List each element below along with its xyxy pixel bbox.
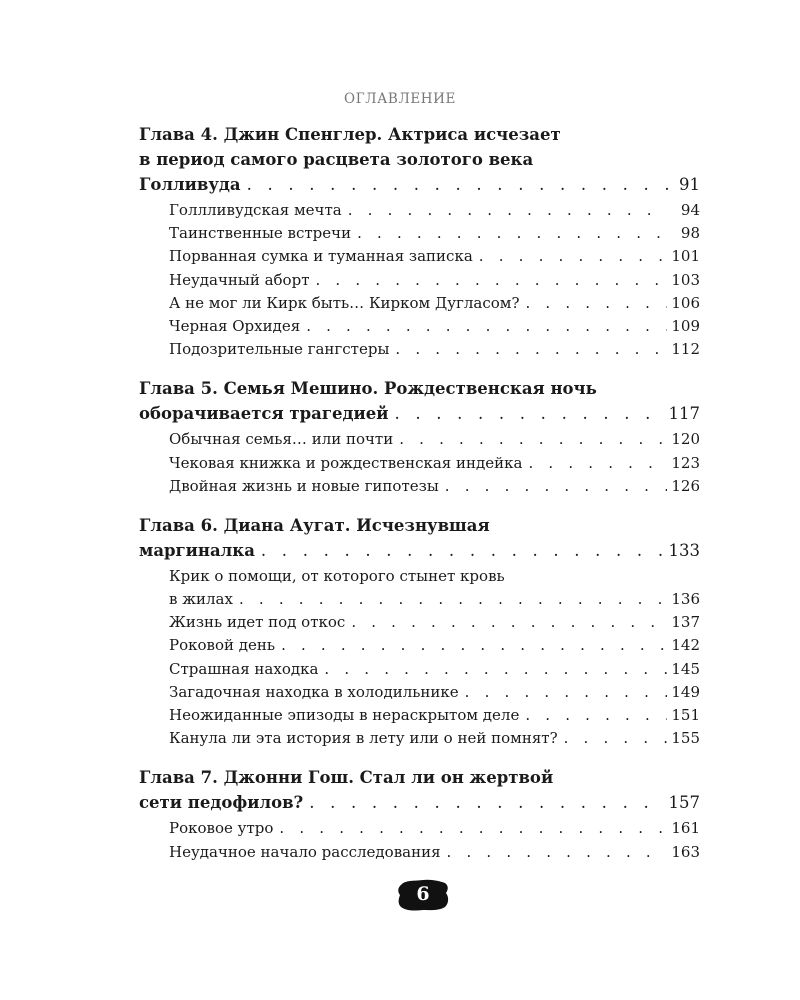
section-entry[interactable] (169, 611, 700, 634)
section-entry[interactable] (169, 315, 700, 338)
leader-dots (558, 727, 668, 750)
section-entry[interactable] (169, 727, 700, 750)
chapter-title-line: Глава 5. Семья Мешино. Рождественская ночь (139, 379, 597, 399)
section-title: в жилах (169, 590, 233, 609)
section-page-number: 161 (671, 819, 700, 838)
leader-dots (519, 704, 667, 727)
section-entry[interactable] (169, 269, 700, 292)
section-title: Страшная находка (169, 659, 319, 678)
section-entry[interactable] (169, 817, 700, 840)
section-entry[interactable] (169, 475, 700, 498)
table-of-contents (139, 122, 700, 864)
section-page-number: 106 (671, 293, 700, 312)
section-page-number: 163 (671, 842, 700, 861)
section-page-number: 149 (671, 682, 700, 701)
leader-dots (393, 428, 667, 451)
section-list (139, 428, 700, 498)
section-title: Таинственные встречи (169, 224, 352, 243)
section-title: Жизнь идет под откос (169, 613, 346, 632)
page-number-badge (396, 878, 450, 912)
section-page-number: 136 (671, 590, 700, 609)
leader-dots (300, 315, 667, 338)
section-entry[interactable] (169, 338, 700, 361)
section-page-number: 126 (671, 476, 700, 495)
section-entry[interactable] (169, 681, 700, 704)
section-entry[interactable] (169, 704, 700, 727)
section-page-number: 137 (671, 613, 700, 632)
section-entry[interactable] (169, 245, 700, 268)
section-entry[interactable] (169, 222, 700, 245)
section-title: Голлливудская мечта (169, 201, 342, 219)
chapter-page-number: 157 (668, 793, 700, 813)
leader-dots (345, 611, 667, 634)
section-title: Неудачное начало расследования (169, 842, 441, 861)
leader-dots (273, 817, 667, 840)
section-page-number: 120 (671, 430, 700, 449)
section-title-line: Крик о помощи, от которого стынет кровь (169, 566, 505, 585)
section-list (139, 199, 700, 361)
section-title: Обычная семья… или почти (169, 430, 394, 449)
section-title: Загадочная находка в холодильнике (169, 682, 459, 701)
chapter-6 (139, 513, 700, 751)
leader-dots (342, 199, 668, 222)
section-title: А не мог ли Кирк быть… Кирком Дугласом? (169, 293, 520, 312)
section-page-number: 94 (680, 201, 700, 219)
chapter-title-line: Глава 7. Джонни Гош. Стал ли он жертвой (139, 768, 554, 788)
section-entry[interactable] (169, 199, 700, 222)
section-page-number: 123 (671, 453, 700, 472)
leader-dots (351, 222, 668, 245)
leader-dots (255, 538, 665, 563)
leader-dots (439, 475, 668, 498)
section-title: Порванная сумка и туманная записка (169, 247, 473, 266)
leader-dots (318, 658, 667, 681)
section-page-number: 142 (671, 636, 700, 655)
section-entry[interactable] (169, 658, 700, 681)
leader-dots (473, 245, 668, 268)
section-title: Роковой день (169, 636, 276, 655)
leader-dots (233, 588, 667, 611)
chapter-entry[interactable] (139, 172, 700, 197)
chapter-page-number: 133 (668, 540, 700, 560)
leader-dots (388, 401, 664, 426)
chapter-entry[interactable] (139, 790, 700, 815)
chapter-5 (139, 376, 700, 498)
chapter-title-last: оборачивается трагедией (139, 404, 389, 424)
section-entry[interactable] (169, 292, 700, 315)
section-title: Роковое утро (169, 819, 274, 838)
toc-header: ОГЛАВЛЕНИЕ (344, 91, 456, 107)
page-number: 6 (416, 883, 430, 905)
section-list (139, 817, 700, 863)
section-page-number: 98 (680, 224, 700, 243)
section-page-number: 103 (671, 270, 700, 289)
section-title: Подозрительные гангстеры (169, 340, 390, 359)
leader-dots (241, 172, 668, 197)
chapter-title-last: Голливуда (139, 175, 241, 194)
section-page-number: 151 (671, 706, 700, 724)
section-title: Двойная жизнь и новые гипотезы (169, 476, 439, 495)
leader-dots (441, 841, 668, 864)
leader-dots (520, 292, 668, 315)
section-title: Неожиданные эпизоды в нераскрытом деле (169, 706, 520, 724)
leader-dots (310, 269, 668, 292)
chapter-page-number: 91 (679, 175, 700, 194)
chapter-page-number: 117 (668, 404, 700, 424)
section-title: Канула ли эта история в лету или о ней помнят? (169, 729, 558, 748)
section-page-number: 112 (671, 340, 700, 359)
section-page-number: 145 (671, 659, 700, 678)
chapter-title-last: маргиналка (139, 540, 255, 560)
section-list (139, 565, 700, 751)
section-page-number: 155 (671, 729, 700, 748)
section-page-number: 101 (671, 247, 700, 266)
leader-dots (459, 681, 668, 704)
chapter-entry[interactable] (139, 401, 700, 426)
leader-dots (389, 338, 667, 361)
leader-dots (303, 790, 664, 815)
leader-dots (522, 452, 667, 475)
chapter-4 (139, 122, 700, 361)
chapter-7 (139, 765, 700, 863)
section-entry[interactable] (169, 428, 700, 451)
chapter-title-line: в период самого расцвета золотого века (139, 150, 534, 169)
chapter-title-line: Глава 4. Джин Спенглер. Актриса исчезает (139, 125, 561, 144)
section-page-number: 109 (671, 316, 700, 335)
chapter-entry[interactable] (139, 538, 700, 563)
leader-dots (275, 634, 667, 657)
chapter-title-line: Глава 6. Диана Аугат. Исчезнувшая (139, 515, 490, 535)
section-entry[interactable] (169, 841, 700, 864)
section-title: Чековая книжка и рождественская индейка (169, 453, 523, 472)
section-entry[interactable] (169, 588, 700, 611)
section-title: Черная Орхидея (169, 316, 301, 335)
chapter-title-last: сети педофилов? (139, 793, 304, 813)
section-title: Неудачный аборт (169, 270, 310, 289)
section-entry[interactable] (169, 452, 700, 475)
section-entry[interactable] (169, 634, 700, 657)
